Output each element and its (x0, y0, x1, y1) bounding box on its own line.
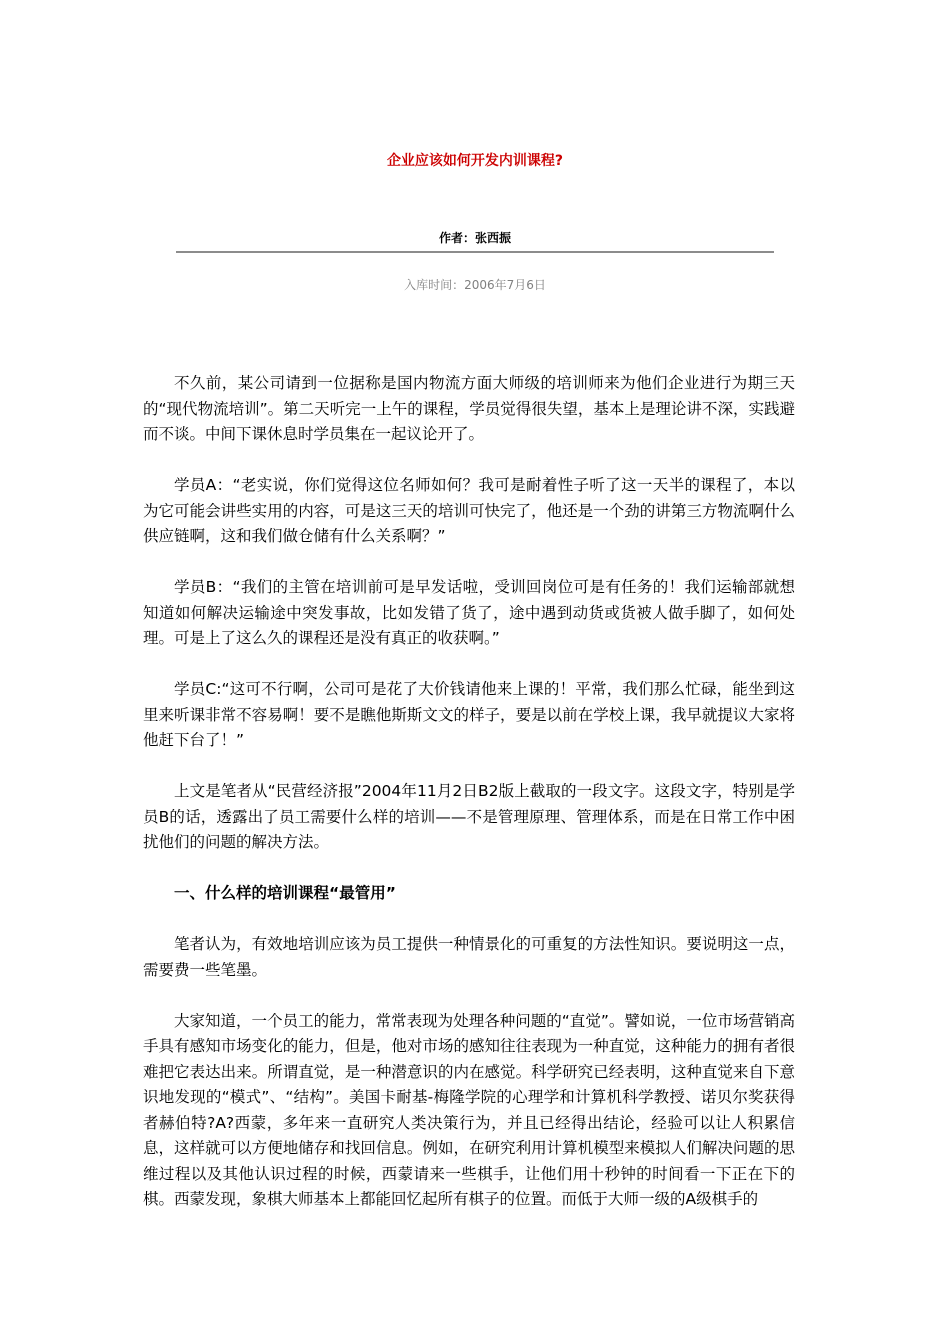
paragraph: 不久前，某公司请到一位据称是国内物流方面大师级的培训师来为他们企业进行为期三天的“现代物流培训”。第二天听完一上午的课程，学员觉得很失望，基本上是理论讲不深，实践避而不谈。中间下课休息时学员集在一起议论开了。 (143, 374, 795, 443)
header-divider (176, 251, 774, 253)
paragraph: 上文是笔者从“民营经济报”2004年11月2日B2版上截取的一段文字。这段文字，特别是学员B的话，透露出了员工需要什么样的培训——不是管理原理、管理体系，而是在日常工作中困扰他们的问题的解决方法。 (143, 782, 795, 851)
paragraph: 笔者认为，有效地培训应该为员工提供一种情景化的可重复的方法性知识。要说明这一点，需要费一些笔墨。 (143, 935, 795, 979)
paragraph: 学员C:“这可不行啊，公司可是花了大价钱请他来上课的！平常，我们那么忙碌，能坐到这里来听课非常不容易啊！要不是瞧他斯斯文文的样子，要是以前在学校上课，我早就提议大家将他赶下台了！” (143, 680, 795, 749)
section-heading: 一、什么样的培训课程“最管用” (174, 884, 396, 902)
article-title: 企业应该如何开发内训课程? (386, 153, 564, 169)
paragraph: 学员A：“老实说，你们觉得这位名师如何？我可是耐着性子听了这一天半的课程了，本以为它可能会讲些实用的内容，可是这三天的培训可快完了，他还是一个劲的讲第三方物流啊什么供应链啊，这和我们做仓储有什么关系啊？” (143, 476, 795, 545)
article-author: 作者：张西振 (438, 231, 511, 245)
paragraph: 学员B：“我们的主管在培训前可是早发话啦，受训回岗位可是有任务的！我们运输部就想知道如何解决运输途中突发事故，比如发错了货了，途中遇到动货或货被人做手脚了，如何处理。可是上了这么久的课程还是没有真正的收获啊。” (143, 578, 795, 647)
article-body (143, 371, 795, 1238)
article-date: 入库时间：2006年7月6日 (404, 278, 546, 292)
paragraph: 大家知道，一个员工的能力，常常表现为处理各种问题的“直觉”。譬如说，一位市场营销高手具有感知市场变化的能力，但是，他对市场的感知往往表现为一种直觉，这种能力的拥有者很难把它表达出来。所谓直觉，是一种潜意识的内在感觉。科学研究已经表明，这种直觉来自下意识地发现的“模式”、“结构”。美国卡耐基-梅隆学院的心理学和计算机科学教授、诺贝尔奖获得者赫伯特?A?西蒙，多年来一直研究人类决策行为，并且已经得出结论，经验可以让人积累信息，这样就可以方便地储存和找回信息。例如，在研究利用计算机模型来模拟人们解决问题的思维过程以及其他认识过程的时候，西蒙请来一些棋手，让他们用十秒钟的时间看一下正在下的棋。西蒙发现，象棋大师基本上都能回忆起所有棋子的位置。而低于大师一级的A级棋手的 (143, 1011, 795, 1208)
